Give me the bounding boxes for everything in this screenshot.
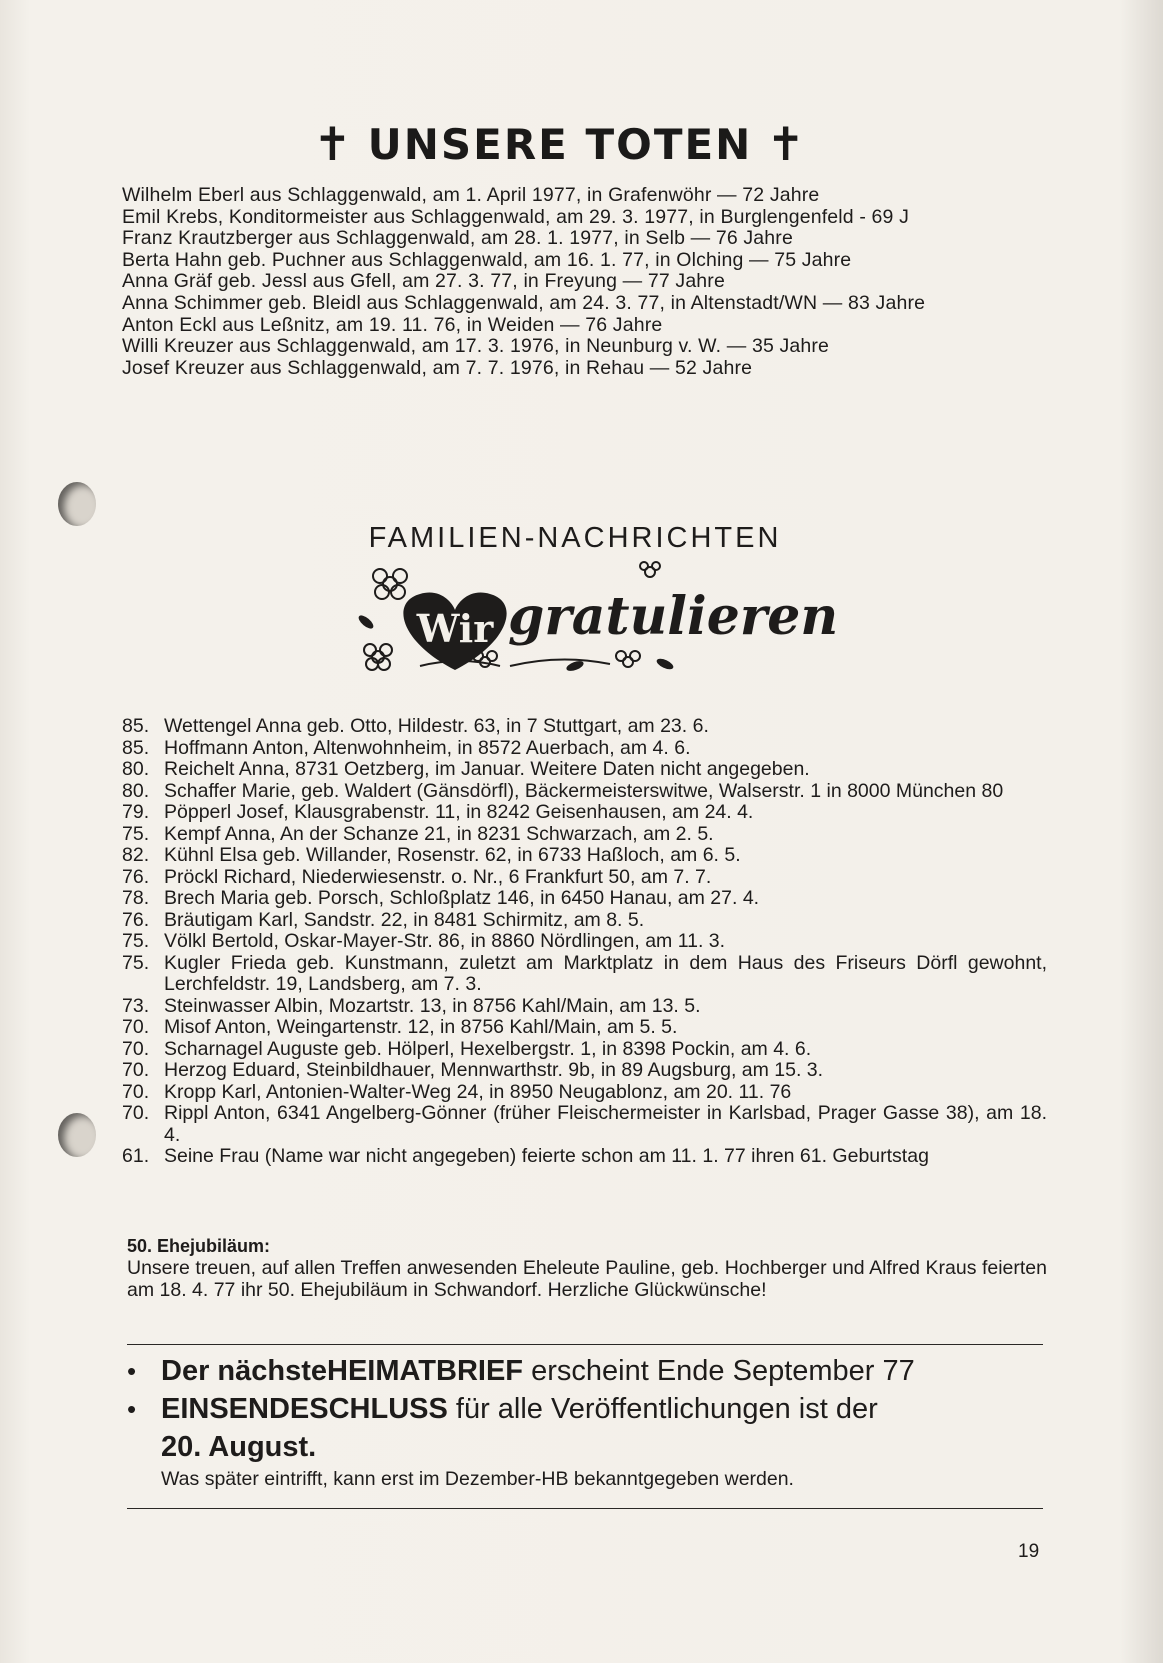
entry-text: Brech Maria geb. Porsch, Schloßplatz 146, in 6450 Hanau, am 27. 4. [164,887,760,909]
age-label: 80. [122,779,150,802]
age-label: 73. [122,994,150,1017]
entry-text: Völkl Bertold, Oskar-Mayer-Str. 86, in 8860 Nördlingen, am 11. 3. [164,930,726,952]
list-item [122,802,1047,824]
divider [127,1344,1043,1345]
birthday-list [122,716,1047,1168]
age-label: 76. [122,908,150,931]
notice-text: für alle Veröffentlichungen ist der [447,1393,878,1425]
cross-icon: ✝ [766,117,807,171]
entry-text: Wettengel Anna geb. Otto, Hildestr. 63, in 7 Stuttgart, am 23. 6. [164,715,709,737]
entry-text: Kugler Frieda geb. Kunstmann, zuletzt am Marktplatz in dem Haus des Friseurs Dörfl gewohnt, Lerchfeldstr. 19, Landsberg, am 7. 3. [164,951,1047,995]
entry-text: Pöpperl Josef, Klausgrabenstr. 11, in 8242 Geisenhausen, am 24. 4. [164,801,754,823]
list-item [122,1146,1047,1168]
cross-icon: ✝ [313,117,354,171]
entry-text: Pröckl Richard, Niederwiesenstr. o. Nr., 6 Frankfurt 50, am 7. 7. [164,865,712,888]
age-label: 85. [122,736,150,759]
age-label: 75. [122,930,150,952]
punch-hole [58,482,96,526]
notice-keyword: EINSENDESCHLUSS [161,1393,448,1425]
entry-text: Bräutigam Karl, Sandstr. 22, in 8481 Schirmitz, am 8. 5. [164,908,645,931]
notice-text: erscheint Ende September 77 [523,1355,915,1387]
jubilee-title: 50. Ehejubiläum: [127,1236,271,1256]
age-label: 82. [122,844,150,866]
entry-text: Scharnagel Auguste geb. Hölperl, Hexelbergstr. 1, in 8398 Pockin, am 4. 6. [164,1037,812,1060]
age-label: 70. [122,1016,150,1038]
obituary-entry: Emil Krebs, Konditormeister aus Schlaggenwald, am 29. 3. 1977, in Burglengenfeld - 69 J [122,205,909,228]
list-item [122,910,1047,932]
list-item [122,781,1047,803]
entry-text: Steinwasser Albin, Mozartstr. 13, in 8756 Kahl/Main, am 13. 5. [164,994,701,1017]
obituary-entry: Franz Krautzberger aus Schlaggenwald, am 28. 1. 1977, in Selb — 76 Jahre [122,227,793,250]
logo-word-gratulieren: gratulieren [508,586,839,647]
punch-hole [58,1113,96,1157]
obituary-entry: Anna Schimmer geb. Bleidl aus Schlaggenwald, am 24. 3. 77, in Altenstadt/WN — 83 Jahre [122,291,926,314]
age-label: 70. [122,1102,150,1124]
notice-text-bold: Der nächste [161,1355,328,1387]
age-label: 79. [122,801,150,823]
entry-text: Kropp Karl, Antonien-Walter-Weg 24, in 8950 Neugablonz, am 20. 11. 76 [164,1080,792,1103]
list-item [122,716,1047,738]
age-label: 78. [122,887,150,909]
list-item [122,1103,1047,1146]
notice-footnote: Was später eintrifft, kann erst im Dezember-HB bekanntgegeben werden. [161,1468,794,1490]
list-item [122,867,1047,889]
age-label: 75. [122,951,150,974]
bullet-icon: • [127,1356,137,1386]
title-text: UNSERE TOTEN [367,119,753,169]
list-item [122,738,1047,760]
list-item [122,953,1047,996]
obituary-entry: Willi Kreuzer aus Schlaggenwald, am 17. 3. 1976, in Neunburg v. W. — 35 Jahre [122,335,830,358]
obituary-entry: Anna Gräf geb. Jessl aus Gfell, am 27. 3. 77, in Freyung — 77 Jahre [122,270,725,293]
notice-line [127,1352,1057,1390]
notice-box [127,1352,1057,1492]
entry-text: Rippl Anton, 6341 Angelberg-Gönner (früher Fleischermeister in Karlsbad, Prager Gasse 38), am 18. 4. [164,1102,1047,1146]
notice-date: 20. August. [161,1431,317,1463]
age-label: 76. [122,865,150,888]
entry-text: Hoffmann Anton, Altenwohnheim, in 8572 Auerbach, am 4. 6. [164,736,691,759]
logo-word-wir: Wir [416,606,494,651]
section-title: FAMILIEN-NACHRICHTEN [368,522,782,554]
list-item [122,1017,1047,1039]
age-label: 85. [122,715,150,737]
wir-gratulieren-logo [360,562,839,682]
age-label: 80. [122,758,150,780]
entry-text: Schaffer Marie, geb. Waldert (Gänsdörfl), Bäckermeisterswitwe, Walserstr. 1 in 8000 München 80 [164,779,1004,802]
age-label: 70. [122,1037,150,1060]
notice-line [127,1390,1057,1428]
divider [127,1508,1043,1509]
list-item [122,1060,1047,1082]
list-item [122,1082,1047,1104]
notice-keyword: HEIMATBRIEF [327,1355,524,1387]
list-item [122,996,1047,1018]
age-label: 61. [122,1145,150,1167]
page-title [250,114,870,174]
list-item [122,845,1047,867]
list-item [122,1039,1047,1061]
obituary-entry: Berta Hahn geb. Puchner aus Schlaggenwald, am 16. 1. 77, in Olching — 75 Jahre [122,248,852,271]
age-label: 70. [122,1080,150,1103]
obituary-entry: Josef Kreuzer aus Schlaggenwald, am 7. 7. 1976, in Rehau — 52 Jahre [122,356,753,379]
entry-text: Misof Anton, Weingartenstr. 12, in 8756 Kahl/Main, am 5. 5. [164,1016,678,1038]
page-number: 19 [1018,1541,1040,1562]
age-label: 70. [122,1059,150,1081]
entry-text: Seine Frau (Name war nicht angegeben) feierte schon am 11. 1. 77 ihren 61. Geburtstag [164,1145,929,1167]
jubilee-text: Unsere treuen, auf allen Treffen anwesenden Eheleute Pauline, geb. Hochberger und Alfred Kraus feierten am 18. 4. 77 ihr 50. Ehejubiläum in Schwandorf. Herzliche Glückwünsche! [127,1257,1047,1301]
list-item [122,759,1047,781]
list-item [122,824,1047,846]
list-item [122,931,1047,953]
entry-text: Reichelt Anna, 8731 Oetzberg, im Januar. Weitere Daten nicht angegeben. [164,758,810,780]
entry-text: Herzog Eduard, Steinbildhauer, Mennwarthstr. 9b, in 89 Augsburg, am 15. 3. [164,1059,824,1081]
obituary-entry: Anton Eckl aus Leßnitz, am 19. 11. 76, in Weiden — 76 Jahre [122,313,663,336]
age-label: 75. [122,822,150,845]
entry-text: Kempf Anna, An der Schanze 21, in 8231 Schwarzach, am 2. 5. [164,822,714,845]
bullet-icon: • [127,1394,137,1424]
obituary-list [122,185,1057,379]
obituary-entry: Wilhelm Eberl aus Schlaggenwald, am 1. April 1977, in Grafenwöhr — 72 Jahre [122,184,820,206]
entry-text: Kühnl Elsa geb. Willander, Rosenstr. 62, in 6733 Haßloch, am 6. 5. [164,844,741,866]
list-item [122,888,1047,910]
